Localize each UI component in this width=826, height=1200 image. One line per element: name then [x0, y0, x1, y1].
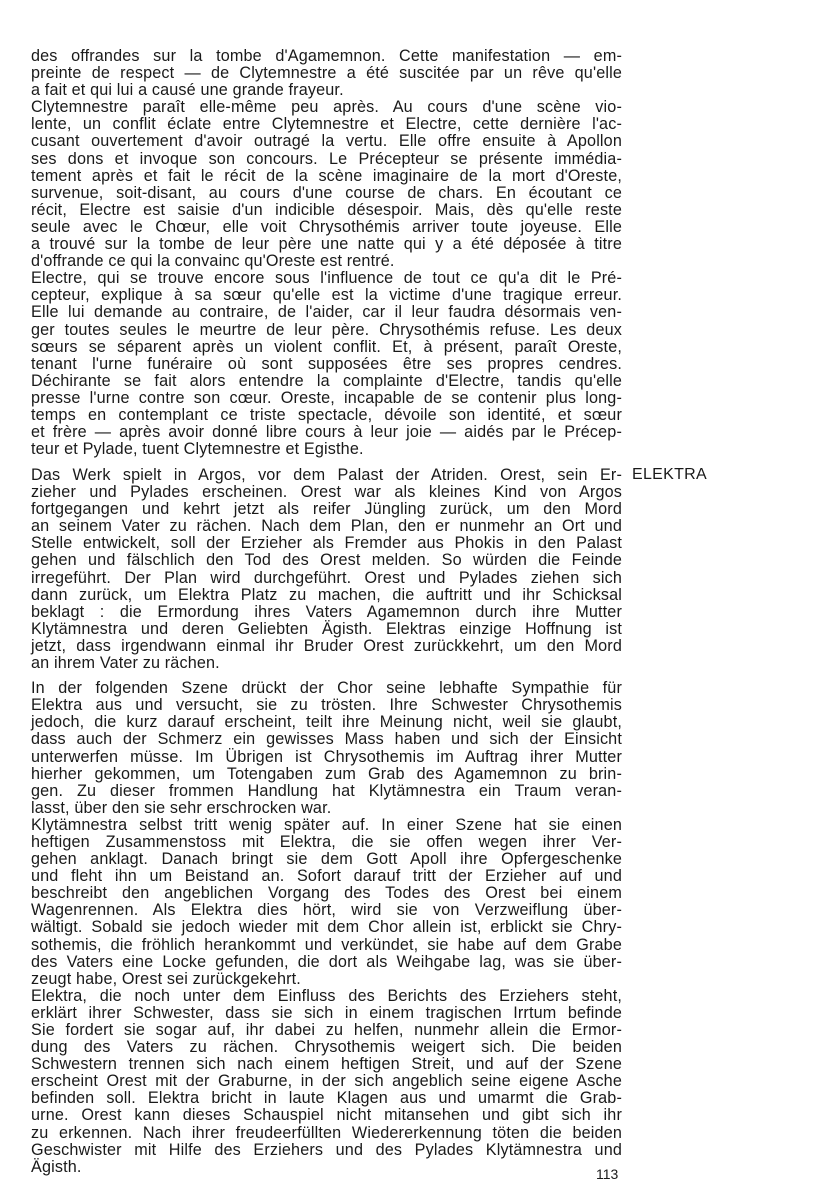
german-paragraph-1: [31, 467, 622, 672]
section-title: ELEKTRA: [632, 466, 708, 483]
text-line: heftigen Zusammenstoss mit Elektra, die sie offen wegen ihrer Ver-: [31, 832, 622, 851]
text-line: Schwestern trennen sich nach einem heftigen Streit, und auf der Szene: [31, 1055, 622, 1074]
text-line: Stelle entwickelt, soll der Erzieher als Fremder aus Phokis in den Palast: [31, 534, 622, 553]
text-line: cusant ouvertement d'avoir outragé la vertu. Elle offre ensuite à Apollon: [31, 132, 622, 151]
text-line: preinte de respect — de Clytemnestre a été suscitée par un rêve qu'elle: [31, 64, 622, 83]
text-line: Das Werk spielt in Argos, vor dem Palast der Atriden. Orest, sein Er-: [31, 466, 622, 484]
text-line: ger toutes seules le meurtre de leur père. Chrysothémis refuse. Les deux: [31, 320, 622, 339]
text-line: fortgegangen und kehrt jetzt als reifer Jüngling zurück, um den Mord: [31, 500, 622, 519]
text-line: zu erkennen. Nach ihrer freudeerfüllten Wiedererkennung töten die beiden: [31, 1123, 622, 1142]
text-line: dung des Vaters zu rächen. Chrysothemis weigert sich. Die beiden: [31, 1038, 622, 1057]
text-line: teur et Pylade, tuent Clytemnestre et Egisthe.: [31, 440, 364, 459]
text-line: zieher und Pylades erscheinen. Orest war als kleines Kind von Argos: [31, 483, 622, 502]
text-line: temps en contemplant ce triste spectacle, dévoile son identité, et sœur: [31, 405, 622, 424]
text-line: Sie fordert sie sogar auf, ihr dabei zu helfen, nunmehr allein die Ermor-: [31, 1021, 622, 1039]
text-line: zeugt habe, Orest sei zurückgekehrt.: [31, 969, 301, 988]
text-line: des offrandes sur la tombe d'Agamemnon. Cette manifestation — em-: [31, 47, 622, 65]
text-line: seule avec le Chœur, elle voit Chrysothémis arriver toute joyeuse. Elle: [31, 217, 622, 236]
german-paragraph-2: [31, 680, 622, 817]
text-line: sothemis, die fröhlich herankommt und verkündet, sie habe auf dem Grabe: [31, 935, 622, 954]
text-line: jetzt, dass irgendwann einmal ihr Bruder Orest zurückkehrt, um den Mord: [31, 636, 622, 655]
text-line: Klytämnestra und deren Geliebten Ägisth. Elektras einzige Hoffnung ist: [31, 619, 622, 638]
text-line: Elektra, die noch unter dem Einfluss des Berichts des Erziehers steht,: [31, 986, 622, 1005]
text-line: Geschwister mit Hilfe des Erziehers und des Pylades Klytämnestra und: [31, 1140, 622, 1159]
text-line: Ägisth.: [31, 1157, 82, 1176]
text-line: récit, Electre est saisie d'un indicible désespoir. Mais, dès qu'elle reste: [31, 200, 622, 219]
text-line: Klytämnestra selbst tritt wenig später auf. In einer Szene hat sie einen: [31, 815, 622, 834]
german-text-column: [31, 467, 622, 1176]
text-line: d'offrande ce qui la convainc qu'Oreste est rentré.: [31, 252, 395, 271]
text-line: Clytemnestre paraît elle-même peu après. Au cours d'une scène vio-: [31, 98, 622, 117]
french-paragraph-1: [31, 48, 622, 99]
text-line: erscheint Orest mit der Graburne, in der sich angeblich seine eigene Asche: [31, 1072, 622, 1091]
text-line: gehen und fälschlich den Tod des Orest melden. So würden die Feinde: [31, 551, 622, 570]
text-line: unterwerfen müsse. Im Übrigen ist Chrysothemis im Auftrag ihrer Mutter: [31, 747, 622, 766]
text-line: und fleht ihn um Beistand an. Sofort darauf tritt der Erzieher auf und: [31, 867, 622, 886]
text-line: wältigt. Sobald sie jedoch wieder mit dem Chor allein ist, erblickt sie Chry-: [31, 918, 622, 937]
text-line: Electre, qui se trouve encore sous l'influence de tout ce qu'a dit le Pré-: [31, 269, 622, 288]
text-line: tement après et fait le récit de la scène imaginaire de la mort d'Oreste,: [31, 166, 622, 185]
text-line: gen. Zu dieser frommen Handlung hat Klytämnestra ein Traum veran-: [31, 781, 622, 800]
german-paragraph-3: [31, 817, 622, 988]
text-line: jedoch, die kurz darauf erscheint, teilt ihre Meinung nicht, weil sie glaubt,: [31, 713, 622, 732]
text-line: ses dons et invoque son concours. Le Précepteur se présente immédia-: [31, 149, 622, 168]
text-line: In der folgenden Szene drückt der Chor seine lebhafte Sympathie für: [31, 679, 622, 698]
french-paragraph-2: [31, 99, 622, 270]
french-paragraph-3: [31, 270, 622, 458]
text-line: gehen anklagt. Danach bringt sie dem Gott Apoll ihre Opfergeschenke: [31, 850, 622, 869]
german-paragraph-4: [31, 988, 622, 1176]
text-line: Elle lui demande au contraire, de l'aider, car il leur faudra désormais ven-: [31, 303, 622, 322]
text-line: beklagt : die Ermordung ihres Vaters Agamemnon durch ihre Mutter: [31, 602, 622, 621]
text-line: Déchirante se fait alors entendre la complainte d'Electre, tandis qu'elle: [31, 371, 622, 390]
french-text-column: [31, 48, 622, 458]
text-line: an seinem Vater zu rächen. Nach dem Plan, den er nunmehr an Ort und: [31, 517, 622, 536]
text-line: sœurs se séparent après un violent conflit. Et, à présent, paraît Oreste,: [31, 337, 622, 356]
text-line: et frère — après avoir donné libre cours à leur joie — aidés par le Précep-: [31, 423, 622, 442]
text-line: a trouvé sur la tombe de leur père une natte qui y a été déposée à titre: [31, 235, 622, 254]
text-line: cepteur, explique à sa sœur qu'elle est la victime d'une tragique erreur.: [31, 286, 622, 305]
text-line: presse l'urne contre son cœur. Oreste, incapable de se contenir plus long-: [31, 388, 622, 407]
text-line: an ihrem Vater zu rächen.: [31, 654, 220, 673]
text-line: dann zurück, um Elektra Platz zu machen, die auftritt und ihr Schicksal: [31, 585, 622, 604]
text-line: Elektra aus und versucht, sie zu trösten. Ihre Schwester Chrysothemis: [31, 696, 622, 715]
text-line: befinden soll. Elektra bricht in laute Klagen aus und umarmt die Grab-: [31, 1089, 622, 1108]
text-line: irregeführt. Der Plan wird durchgeführt. Orest und Pylades ziehen sich: [31, 568, 622, 587]
text-line: urne. Orest kann dieses Schauspiel nicht mitansehen und gibt sich ihr: [31, 1106, 622, 1125]
text-line: des Vaters eine Locke gefunden, die dort als Weihgabe lag, was sie über-: [31, 952, 622, 971]
text-line: lente, un conflit éclate entre Clytemnestre et Electre, cette dernière l'ac-: [31, 115, 622, 134]
text-line: dass auch der Schmerz ein gewisses Mass haben und sich der Einsicht: [31, 730, 622, 749]
text-line: a fait et qui lui a causé une grande frayeur.: [31, 81, 344, 100]
text-line: hierher gekommen, um Totengaben zum Grab des Agamemnon zu brin-: [31, 764, 622, 783]
text-line: tenant l'urne funéraire où sont supposées être ses propres cendres.: [31, 354, 622, 373]
text-line: lasst, über den sie sehr erschrocken war.: [31, 798, 332, 817]
page-number: 113: [596, 1166, 619, 1182]
text-line: erklärt ihrer Schwester, dass sie sich in einem tragischen Irrtum befinde: [31, 1003, 622, 1022]
text-line: Wagenrennen. Als Elektra dies hört, wird sie von Verzweiflung über-: [31, 901, 622, 920]
text-line: beschreibt den angeblichen Vorgang des Todes des Orest bei einem: [31, 884, 622, 903]
text-line: survenue, soit-disant, au cours d'une course de chars. En écoutant ce: [31, 183, 622, 202]
